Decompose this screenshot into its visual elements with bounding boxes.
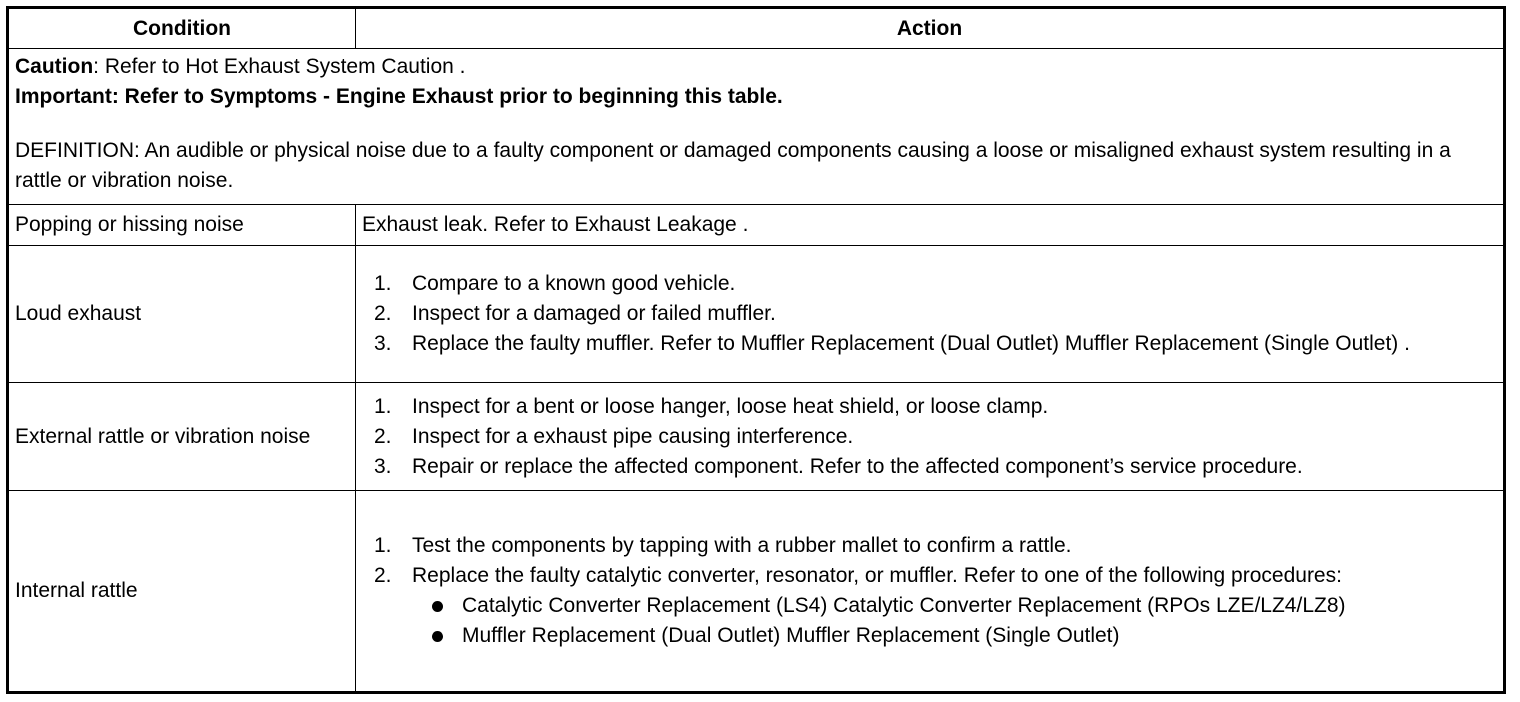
- caution-text: : Refer to Hot Exhaust System Caution .: [93, 55, 466, 78]
- bullet-icon: [432, 601, 443, 612]
- procedure-item: [412, 591, 1497, 621]
- step-number: 1.: [374, 534, 392, 557]
- table-row: [8, 491, 1505, 693]
- condition-cell: Loud exhaust: [8, 246, 356, 383]
- condition-column-header: Condition: [8, 8, 356, 49]
- notes-row: [8, 49, 1505, 205]
- header-row: [8, 8, 1505, 49]
- notes-spacer: [15, 112, 1497, 136]
- step-text: Repair or replace the affected component. Refer to the affected component’s service procedure.: [412, 454, 1303, 478]
- caution-note: [15, 52, 1497, 82]
- step-number: 1.: [374, 272, 392, 295]
- condition-cell: Popping or hissing noise: [8, 205, 356, 246]
- notes-cell: [8, 49, 1505, 205]
- step-number: 2.: [374, 564, 392, 587]
- step-number: 2.: [374, 302, 392, 325]
- step-number: 3.: [374, 332, 392, 355]
- step-item: [362, 531, 1497, 561]
- step-text: Replace the faulty catalytic converter, resonator, or muffler. Refer to one of the following procedures:: [412, 564, 1342, 587]
- exhaust-noise-diagnostic-table: [6, 6, 1506, 694]
- table-row: [8, 246, 1505, 383]
- caution-label: Caution: [15, 55, 94, 78]
- action-steps: [362, 392, 1497, 482]
- action-cell: Exhaust leak. Refer to Exhaust Leakage .: [356, 205, 1505, 246]
- definition-text: DEFINITION: An audible or physical noise due to a faulty component or damaged components causing a loose or misaligned exhaust system resulting in a rattle or vibration noise.: [15, 139, 1451, 192]
- step-item: [362, 299, 1497, 329]
- step-text: Inspect for a exhaust pipe causing interference.: [412, 424, 854, 448]
- step-item: [362, 422, 1497, 452]
- action-column-header: Action: [356, 8, 1505, 49]
- step-item: [362, 269, 1497, 299]
- procedure-item: [412, 621, 1497, 651]
- step-number: 3.: [374, 454, 392, 478]
- step-number: 2.: [374, 424, 392, 448]
- bullet-icon: [432, 631, 443, 642]
- table-row: [8, 383, 1505, 491]
- step-item: [362, 561, 1497, 651]
- action-cell: [356, 491, 1505, 693]
- action-steps: [362, 269, 1497, 359]
- condition-cell: External rattle or vibration noise: [8, 383, 356, 491]
- important-note: Important: Refer to Symptoms - Engine Exhaust prior to beginning this table.: [15, 85, 783, 108]
- table-row: [8, 205, 1505, 246]
- condition-cell: Internal rattle: [8, 491, 356, 693]
- step-item: [362, 452, 1497, 482]
- step-item: [362, 329, 1497, 359]
- step-text: Inspect for a damaged or failed muffler.: [412, 302, 776, 325]
- step-item: [362, 392, 1497, 422]
- step-number: 1.: [374, 394, 392, 418]
- step-text: Replace the faulty muffler. Refer to Muffler Replacement (Dual Outlet) Muffler Replacement (Single Outlet) .: [412, 332, 1410, 355]
- action-steps: [362, 531, 1497, 651]
- action-cell: [356, 246, 1505, 383]
- action-cell: [356, 383, 1505, 491]
- step-text: Compare to a known good vehicle.: [412, 272, 736, 295]
- step-text: Test the components by tapping with a rubber mallet to confirm a rattle.: [412, 534, 1072, 557]
- procedure-text: Catalytic Converter Replacement (LS4) Catalytic Converter Replacement (RPOs LZE/LZ4/LZ8): [462, 594, 1346, 617]
- procedure-text: Muffler Replacement (Dual Outlet) Muffler Replacement (Single Outlet): [462, 624, 1120, 647]
- procedure-list: [412, 591, 1497, 651]
- step-text: Inspect for a bent or loose hanger, loose heat shield, or loose clamp.: [412, 394, 1049, 418]
